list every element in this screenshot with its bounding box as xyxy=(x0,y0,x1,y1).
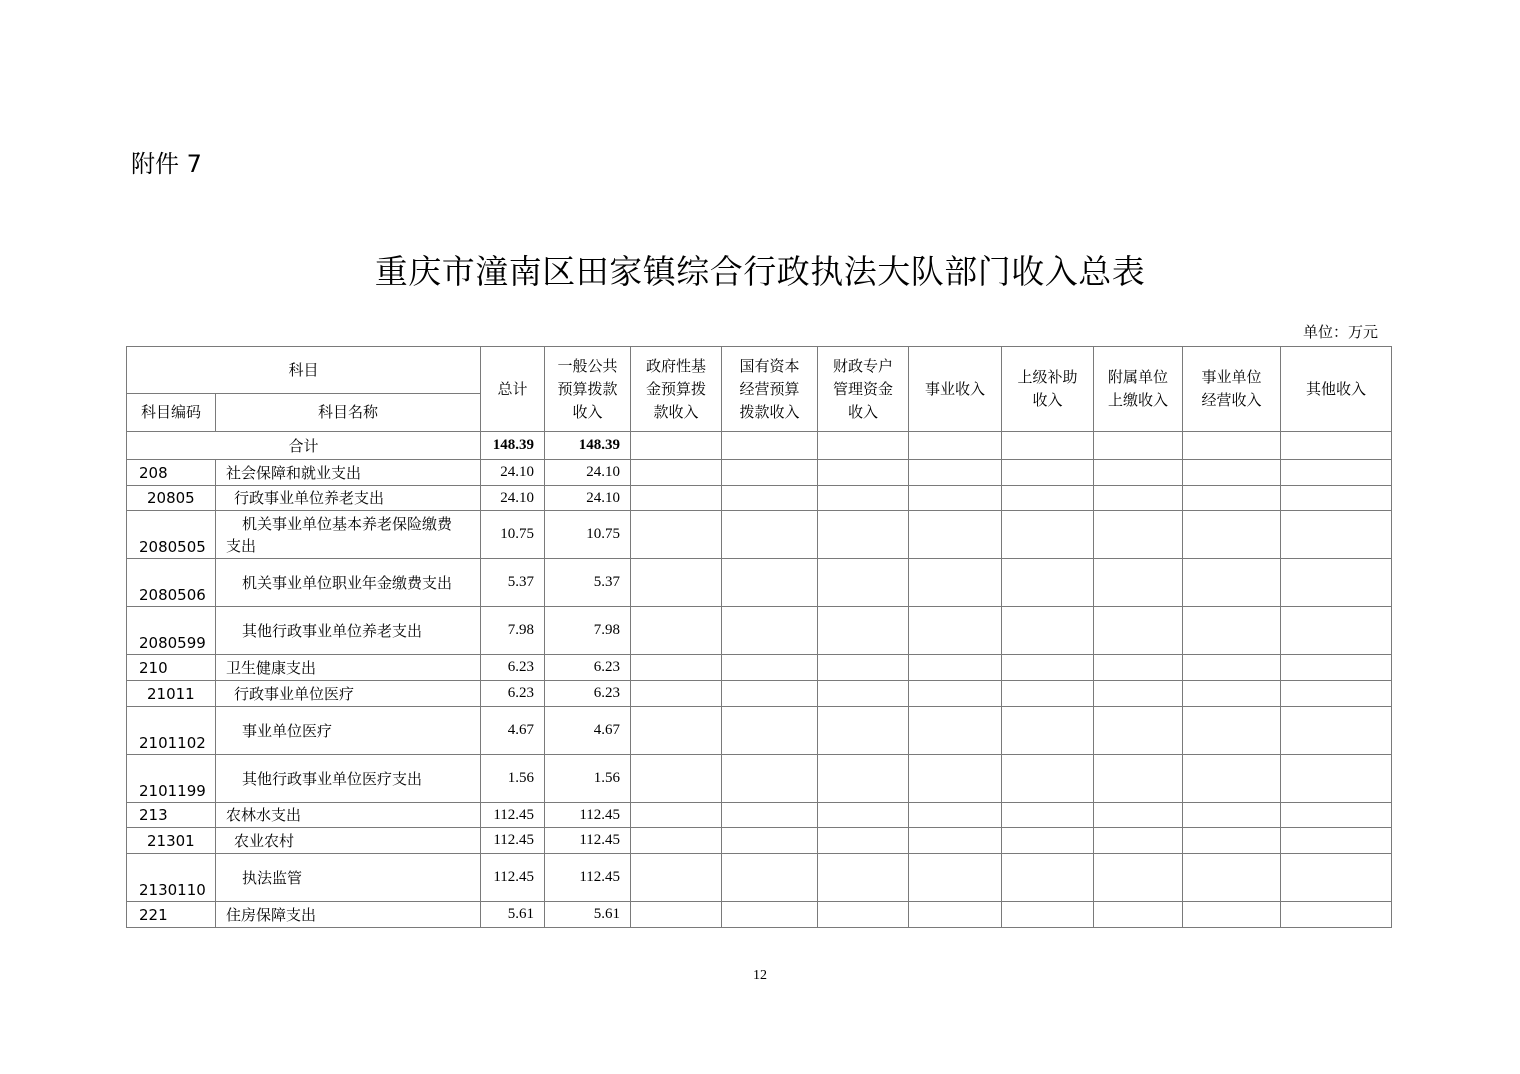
subject-name xyxy=(216,511,481,559)
table-row xyxy=(127,460,1392,486)
header-business-income: 事业收入 xyxy=(909,347,1002,432)
table-row xyxy=(127,755,1392,803)
general-budget-value: 6.23 xyxy=(545,655,631,681)
general-budget-value: 24.10 xyxy=(545,486,631,511)
table-row xyxy=(127,902,1392,928)
table-row xyxy=(127,681,1392,707)
subject-name: 行政事业单位医疗 xyxy=(216,681,481,707)
header-subject-name: 科目名称 xyxy=(216,394,481,432)
subject-name: 卫生健康支出 xyxy=(216,655,481,681)
general-budget-value: 4.67 xyxy=(545,707,631,755)
total-label: 合计 xyxy=(127,432,481,460)
table-row xyxy=(127,486,1392,511)
table-row xyxy=(127,655,1392,681)
total-value: 112.45 xyxy=(481,803,545,828)
total-value: 6.23 xyxy=(481,655,545,681)
subject-name: 其他行政事业单位养老支出 xyxy=(216,607,481,655)
total-value: 24.10 xyxy=(481,486,545,511)
subject-code: 21301 xyxy=(127,828,216,854)
subject-code: 2080505 xyxy=(127,511,216,559)
subject-name: 执法监管 xyxy=(216,854,481,902)
subject-code: 2080599 xyxy=(127,607,216,655)
header-state-capital: 国有资本经营预算拨款收入 xyxy=(722,347,818,432)
subject-code: 21011 xyxy=(127,681,216,707)
unit-label: 单位：万元 xyxy=(1302,323,1378,341)
page-number: 12 xyxy=(753,968,767,983)
total-value: 10.75 xyxy=(481,511,545,559)
header-subject: 科目 xyxy=(127,347,481,394)
header-other-income: 其他收入 xyxy=(1281,347,1392,432)
subject-code: 2080506 xyxy=(127,559,216,607)
subject-name-line1: 机关事业单位基本养老保险缴费 xyxy=(242,514,453,533)
header-affiliated-turnover: 附属单位上缴收入 xyxy=(1094,347,1183,432)
subject-code: 208 xyxy=(127,460,216,486)
table-row-total xyxy=(127,432,1392,460)
subject-name: 住房保障支出 xyxy=(216,902,481,928)
general-budget-value: 5.61 xyxy=(545,902,631,928)
subject-code: 2101199 xyxy=(127,755,216,803)
subject-name: 行政事业单位养老支出 xyxy=(216,486,481,511)
header-total: 总计 xyxy=(481,347,545,432)
total-value: 4.67 xyxy=(481,707,545,755)
total-value: 5.61 xyxy=(481,902,545,928)
income-summary-table xyxy=(126,346,1392,928)
general-budget-value: 7.98 xyxy=(545,607,631,655)
table-row xyxy=(127,803,1392,828)
total-value: 112.45 xyxy=(481,828,545,854)
header-superior-subsidy: 上级补助收入 xyxy=(1002,347,1094,432)
header-special-fund: 财政专户管理资金收入 xyxy=(818,347,909,432)
header-gov-fund: 政府性基金预算拨款收入 xyxy=(631,347,722,432)
page-title: 重庆市潼南区田家镇综合行政执法大队部门收入总表 xyxy=(374,252,1146,291)
table-row xyxy=(127,707,1392,755)
subject-name: 农林水支出 xyxy=(216,803,481,828)
header-general-budget: 一般公共预算拨款收入 xyxy=(545,347,631,432)
subject-code: 221 xyxy=(127,902,216,928)
general-budget-value: 24.10 xyxy=(545,460,631,486)
subject-name: 其他行政事业单位医疗支出 xyxy=(216,755,481,803)
subject-name: 农业农村 xyxy=(216,828,481,854)
subject-code: 213 xyxy=(127,803,216,828)
table-row xyxy=(127,607,1392,655)
general-budget-value: 10.75 xyxy=(545,511,631,559)
subject-code: 2130110 xyxy=(127,854,216,902)
general-budget-value: 112.45 xyxy=(545,803,631,828)
table-row xyxy=(127,828,1392,854)
general-budget-value: 6.23 xyxy=(545,681,631,707)
total-value: 24.10 xyxy=(481,460,545,486)
general-budget-value: 1.56 xyxy=(545,755,631,803)
general-budget-value: 112.45 xyxy=(545,854,631,902)
general-budget-value: 112.45 xyxy=(545,828,631,854)
subject-code: 210 xyxy=(127,655,216,681)
table-row xyxy=(127,511,1392,559)
attachment-label: 附件 7 xyxy=(131,150,202,178)
table-row xyxy=(127,559,1392,607)
total-value: 7.98 xyxy=(481,607,545,655)
subject-code: 20805 xyxy=(127,486,216,511)
general-budget-value: 5.37 xyxy=(545,559,631,607)
total-value: 6.23 xyxy=(481,681,545,707)
subject-code: 2101102 xyxy=(127,707,216,755)
total-value: 5.37 xyxy=(481,559,545,607)
header-subject-code: 科目编码 xyxy=(127,394,216,432)
general-budget-value: 148.39 xyxy=(545,432,631,460)
subject-name: 机关事业单位职业年金缴费支出 xyxy=(216,559,481,607)
table-row xyxy=(127,854,1392,902)
subject-name-line2: 支出 xyxy=(226,536,257,555)
total-value: 112.45 xyxy=(481,854,545,902)
subject-name: 事业单位医疗 xyxy=(216,707,481,755)
total-value: 1.56 xyxy=(481,755,545,803)
subject-name: 社会保障和就业支出 xyxy=(216,460,481,486)
header-business-operating: 事业单位经营收入 xyxy=(1183,347,1281,432)
total-value: 148.39 xyxy=(481,432,545,460)
